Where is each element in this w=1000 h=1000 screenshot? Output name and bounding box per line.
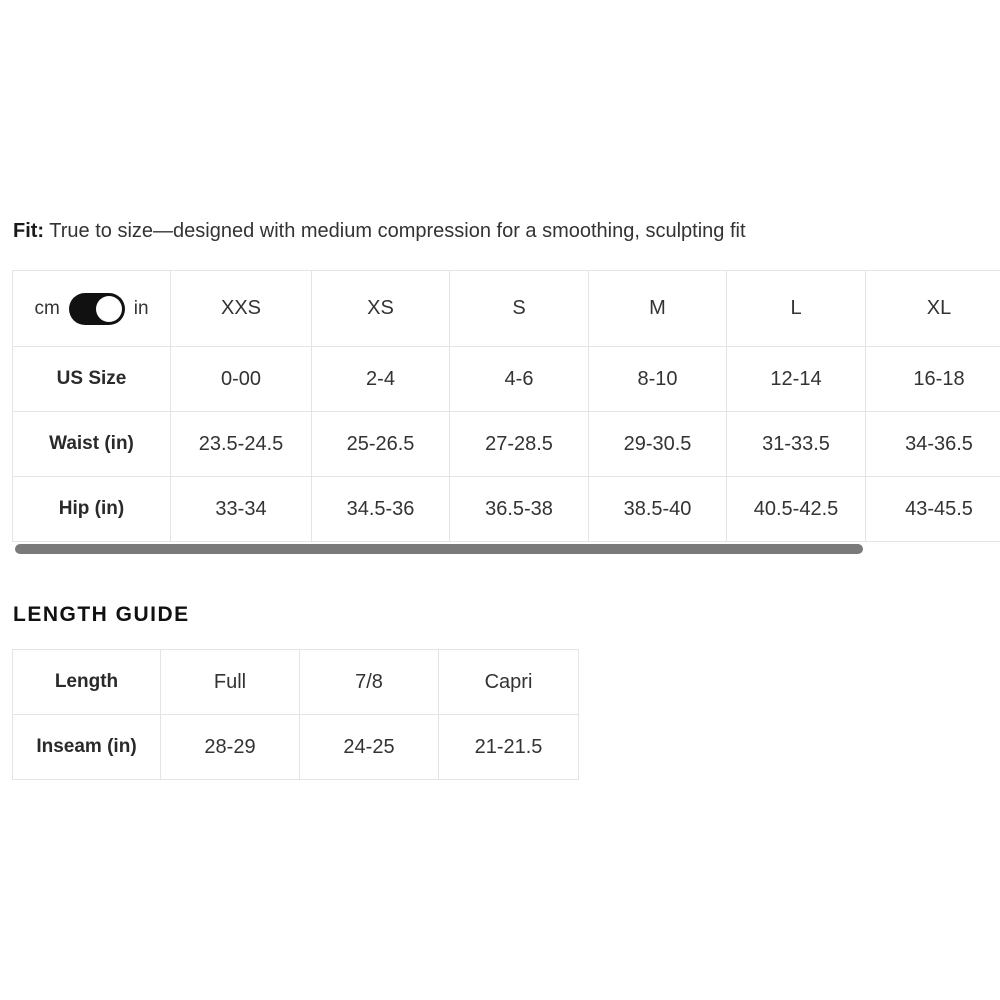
length-header-capri: Capri xyxy=(439,650,579,715)
table-row-waist xyxy=(13,412,1000,477)
table-cell: 36.5-38 xyxy=(450,477,589,542)
row-label-length: Length xyxy=(13,650,161,715)
table-cell: 40.5-42.5 xyxy=(727,477,866,542)
length-guide-title: LENGTH GUIDE xyxy=(13,603,190,626)
table-cell: 34-36.5 xyxy=(866,412,1000,477)
table-cell: 34.5-36 xyxy=(312,477,450,542)
table-cell: 38.5-40 xyxy=(589,477,727,542)
table-cell: 28-29 xyxy=(161,715,300,780)
size-header-m: M xyxy=(589,271,727,347)
unit-cm-label[interactable]: cm xyxy=(34,297,60,319)
table-cell: 2-4 xyxy=(312,347,450,412)
table-cell: 24-25 xyxy=(300,715,439,780)
fit-label: Fit: xyxy=(13,220,45,242)
length-header-full: Full xyxy=(161,650,300,715)
size-header-l: L xyxy=(727,271,866,347)
table-row-inseam xyxy=(13,715,579,780)
horizontal-scrollbar[interactable] xyxy=(12,542,1000,556)
table-cell: 8-10 xyxy=(589,347,727,412)
table-cell: 33-34 xyxy=(171,477,312,542)
length-header-row xyxy=(13,650,579,715)
size-header-xxs: XXS xyxy=(171,271,312,347)
table-cell: 27-28.5 xyxy=(450,412,589,477)
table-cell: 16-18 xyxy=(866,347,1000,412)
unit-toggle-cell xyxy=(13,271,171,347)
size-header-xl: XL xyxy=(866,271,1000,347)
row-label-us-size: US Size xyxy=(13,347,171,412)
fit-text: True to size—designed with medium compression for a smoothing, sculpting fit xyxy=(44,220,746,242)
table-cell: 25-26.5 xyxy=(312,412,450,477)
table-cell: 31-33.5 xyxy=(727,412,866,477)
size-header-xs: XS xyxy=(312,271,450,347)
scrollbar-thumb[interactable] xyxy=(15,544,863,554)
unit-switch-knob xyxy=(96,296,122,322)
table-cell: 43-45.5 xyxy=(866,477,1000,542)
size-chart-scroll-container[interactable] xyxy=(12,270,1000,560)
row-label-inseam: Inseam (in) xyxy=(13,715,161,780)
size-chart-table xyxy=(12,270,1000,542)
size-header-s: S xyxy=(450,271,589,347)
table-row-hip xyxy=(13,477,1000,542)
row-label-waist: Waist (in) xyxy=(13,412,171,477)
unit-in-label[interactable]: in xyxy=(133,297,149,319)
unit-toggle[interactable] xyxy=(34,293,148,325)
length-header-7-8: 7/8 xyxy=(300,650,439,715)
row-label-hip: Hip (in) xyxy=(13,477,171,542)
table-cell: 0-00 xyxy=(171,347,312,412)
table-row-us-size xyxy=(13,347,1000,412)
length-guide-table xyxy=(12,649,579,780)
table-cell: 29-30.5 xyxy=(589,412,727,477)
table-cell: 4-6 xyxy=(450,347,589,412)
table-cell: 12-14 xyxy=(727,347,866,412)
size-header-row xyxy=(13,271,1000,347)
table-cell: 21-21.5 xyxy=(439,715,579,780)
table-cell: 23.5-24.5 xyxy=(171,412,312,477)
fit-description xyxy=(13,220,746,243)
unit-switch[interactable] xyxy=(69,293,125,325)
